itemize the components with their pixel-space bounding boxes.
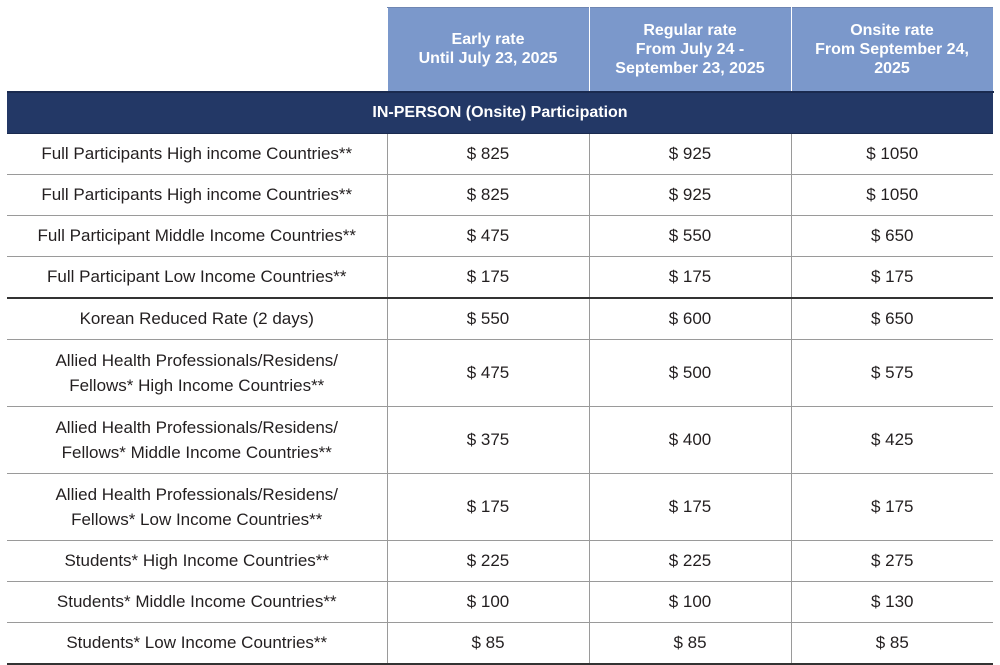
regular-rate-cell: $ 225: [589, 540, 791, 581]
table-row: [7, 622, 993, 664]
header-early-line: Until July 23, 2025: [418, 50, 558, 68]
regular-rate-cell: $ 925: [589, 133, 791, 174]
table-row: [7, 174, 993, 215]
onsite-rate-cell: $ 175: [791, 256, 993, 298]
category-line: Full Participants High income Countries**: [41, 144, 353, 163]
regular-rate-cell: $ 600: [589, 298, 791, 340]
category-line: Full Participant Middle Income Countries**: [37, 226, 356, 245]
header-onsite-line: From September 24,: [815, 40, 969, 58]
category-line: Korean Reduced Rate (2 days): [79, 309, 314, 328]
category-cell: [7, 133, 387, 174]
section-header-row: [7, 92, 993, 134]
category-line: Allied Health Professionals/Residens/: [55, 417, 339, 437]
early-rate-cell: $ 100: [387, 581, 589, 622]
early-rate-cell: $ 375: [387, 406, 589, 473]
header-early-rate: [387, 8, 589, 92]
header-onsite-line: 2025: [874, 59, 910, 77]
onsite-rate-cell: $ 175: [791, 473, 993, 540]
table-row: [7, 298, 993, 340]
category-line: Students* Low Income Countries**: [66, 633, 328, 652]
table-row: [7, 215, 993, 256]
table-row: [7, 473, 993, 540]
category-cell: [7, 256, 387, 298]
header-onsite-rate: [791, 8, 993, 92]
header-regular-line: September 23, 2025: [615, 59, 765, 77]
early-rate-cell: $ 225: [387, 540, 589, 581]
regular-rate-cell: $ 85: [589, 622, 791, 664]
category-cell: [7, 215, 387, 256]
header-regular-line: Regular rate: [643, 21, 737, 39]
onsite-rate-cell: $ 130: [791, 581, 993, 622]
early-rate-cell: $ 825: [387, 174, 589, 215]
category-line: Students* High Income Countries**: [64, 551, 330, 570]
regular-rate-cell: $ 500: [589, 339, 791, 406]
header-early-line: Early rate: [451, 31, 525, 49]
early-rate-cell: $ 85: [387, 622, 589, 664]
onsite-rate-cell: $ 275: [791, 540, 993, 581]
early-rate-cell: $ 175: [387, 256, 589, 298]
table-row: [7, 581, 993, 622]
table-row: [7, 339, 993, 406]
regular-rate-cell: $ 100: [589, 581, 791, 622]
category-cell: [7, 581, 387, 622]
table-row: [7, 256, 993, 298]
category-cell: [7, 298, 387, 340]
section-title: IN-PERSON (Onsite) Participation: [7, 92, 993, 134]
early-rate-cell: $ 175: [387, 473, 589, 540]
category-line: Fellows* Middle Income Countries**: [61, 442, 332, 462]
category-line: Allied Health Professionals/Residens/: [55, 350, 339, 370]
regular-rate-cell: $ 175: [589, 256, 791, 298]
table-row: [7, 540, 993, 581]
category-cell: [7, 406, 387, 473]
category-line: Allied Health Professionals/Residens/: [55, 484, 339, 504]
category-line: Fellows* High Income Countries**: [69, 375, 325, 395]
category-cell: [7, 540, 387, 581]
registration-fee-table: [7, 7, 994, 665]
category-line: Full Participants High income Countries**: [41, 185, 353, 204]
category-line: Full Participant Low Income Countries**: [46, 267, 347, 286]
category-cell: [7, 339, 387, 406]
header-blank-cell: [7, 8, 387, 92]
onsite-rate-cell: $ 425: [791, 406, 993, 473]
table-row: [7, 406, 993, 473]
regular-rate-cell: $ 925: [589, 174, 791, 215]
category-line: Students* Middle Income Countries**: [56, 592, 337, 611]
category-cell: [7, 473, 387, 540]
table-row: [7, 133, 993, 174]
category-cell: [7, 622, 387, 664]
early-rate-cell: $ 475: [387, 339, 589, 406]
onsite-rate-cell: $ 575: [791, 339, 993, 406]
header-regular-line: From July 24 -: [635, 40, 745, 58]
onsite-rate-cell: $ 1050: [791, 174, 993, 215]
header-onsite-line: Onsite rate: [850, 21, 934, 39]
onsite-rate-cell: $ 85: [791, 622, 993, 664]
regular-rate-cell: $ 550: [589, 215, 791, 256]
onsite-rate-cell: $ 650: [791, 215, 993, 256]
header-row: [7, 8, 993, 92]
early-rate-cell: $ 550: [387, 298, 589, 340]
regular-rate-cell: $ 400: [589, 406, 791, 473]
early-rate-cell: $ 475: [387, 215, 589, 256]
category-cell: [7, 174, 387, 215]
onsite-rate-cell: $ 1050: [791, 133, 993, 174]
onsite-rate-cell: $ 650: [791, 298, 993, 340]
regular-rate-cell: $ 175: [589, 473, 791, 540]
category-line: Fellows* Low Income Countries**: [71, 509, 323, 529]
early-rate-cell: $ 825: [387, 133, 589, 174]
header-regular-rate: [589, 8, 791, 92]
